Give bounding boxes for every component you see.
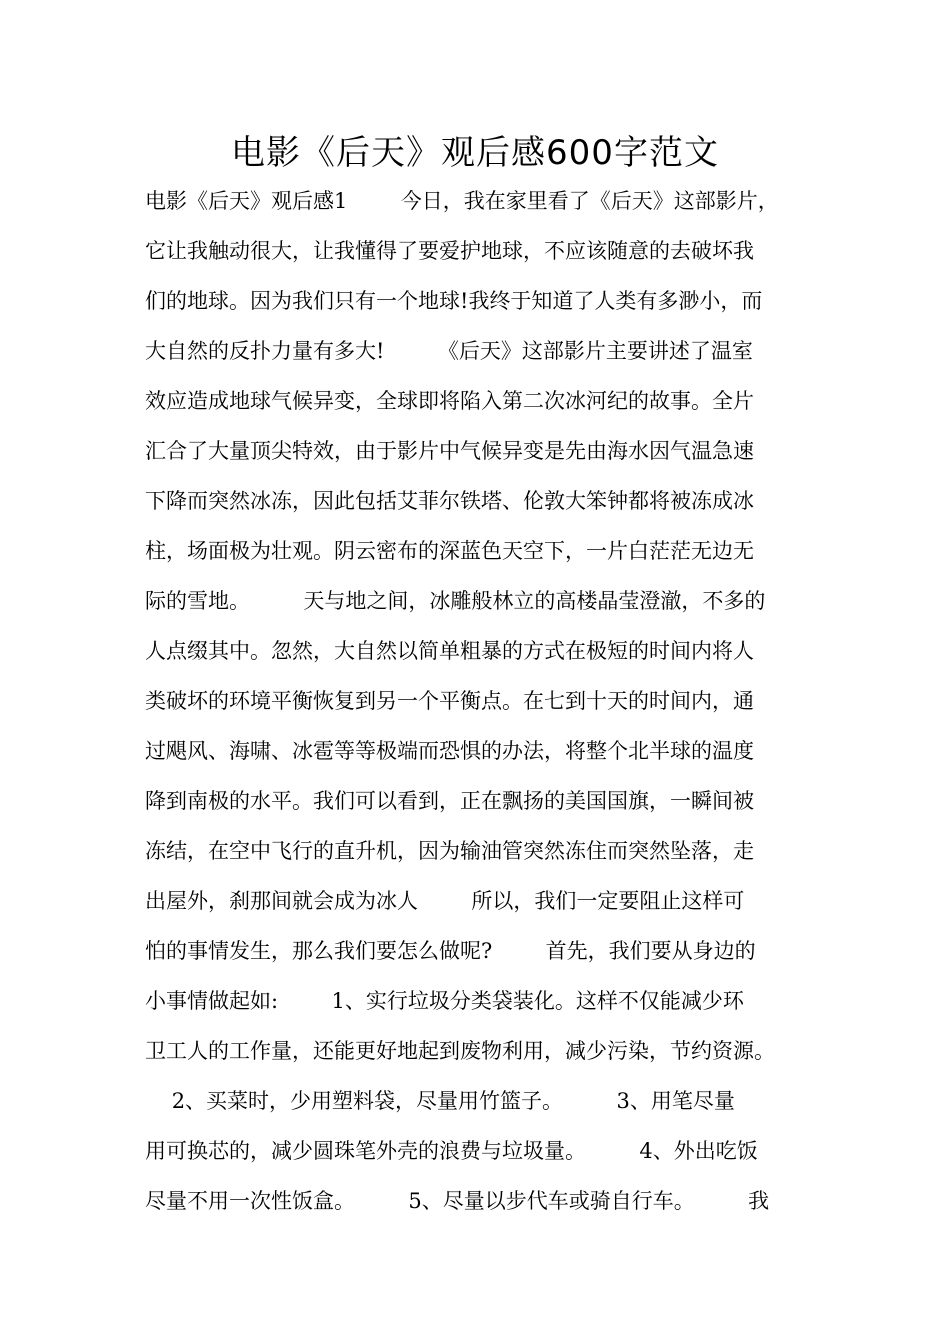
body-line: 冻结，在空中飞行的直升机，因为输油管突然冻住而突然坠落，走 <box>145 839 754 863</box>
body-line: 效应造成地球气候异变，全球即将陷入第二次冰河纪的故事。全片 <box>145 389 754 413</box>
body-line: 过飓风、海啸、冰雹等等极端而恐惧的办法，将整个北半球的温度 <box>145 739 754 763</box>
body-line: 卫工人的工作量，还能更好地起到废物利用，减少污染，节约资源。 <box>145 1039 775 1063</box>
body-line: 2、买菜时，少用塑料袋，尽量用竹篮子。 3、用笔尽量 <box>145 1089 735 1113</box>
body-line: 它让我触动很大，让我懂得了要爱护地球，不应该随意的去破坏我 <box>145 239 754 263</box>
body-line: 大自然的反扑力量有多大! 《后天》这部影片主要讲述了温室 <box>145 339 753 363</box>
body-line: 怕的事情发生，那么我们要怎么做呢? 首先，我们要从身边的 <box>145 939 756 963</box>
body-line: 汇合了大量顶尖特效，由于影片中气候异变是先由海水因气温急速 <box>145 439 754 463</box>
body-line: 尽量不用一次性饭盒。 5、尽量以步代车或骑自行车。 我 <box>145 1189 770 1213</box>
body-line: 用可换芯的，减少圆珠笔外壳的浪费与垃圾量。 4、外出吃饭 <box>145 1139 758 1163</box>
body-line: 下降而突然冰冻，因此包括艾菲尔铁塔、伦敦大笨钟都将被冻成冰 <box>145 489 754 513</box>
body-line: 人点缀其中。忽然，大自然以简单粗暴的方式在极短的时间内将人 <box>145 639 754 663</box>
body-line: 降到南极的水平。我们可以看到，正在飘扬的美国国旗，一瞬间被 <box>145 789 754 813</box>
body-line: 际的雪地。 天与地之间，冰雕般林立的高楼晶莹澄澈，不多的 <box>145 589 766 613</box>
document-body <box>145 180 825 1230</box>
body-line: 柱，场面极为壮观。阴云密布的深蓝色天空下，一片白茫茫无边无 <box>145 539 754 563</box>
body-line: 类破坏的环境平衡恢复到另一个平衡点。在七到十天的时间内，通 <box>145 689 754 713</box>
body-line: 电影《后天》观后感1 今日，我在家里看了《后天》这部影片， <box>145 189 779 213</box>
body-line: 们的地球。因为我们只有一个地球!我终于知道了人类有多渺小，而 <box>145 289 763 313</box>
body-line: 小事情做起如: 1、实行垃圾分类袋装化。这样不仅能减少环 <box>145 989 744 1013</box>
body-line: 出屋外，刹那间就会成为冰人 所以，我们一定要阻止这样可 <box>145 889 745 913</box>
document-title: 电影《后天》观后感600字范文 <box>231 133 719 173</box>
